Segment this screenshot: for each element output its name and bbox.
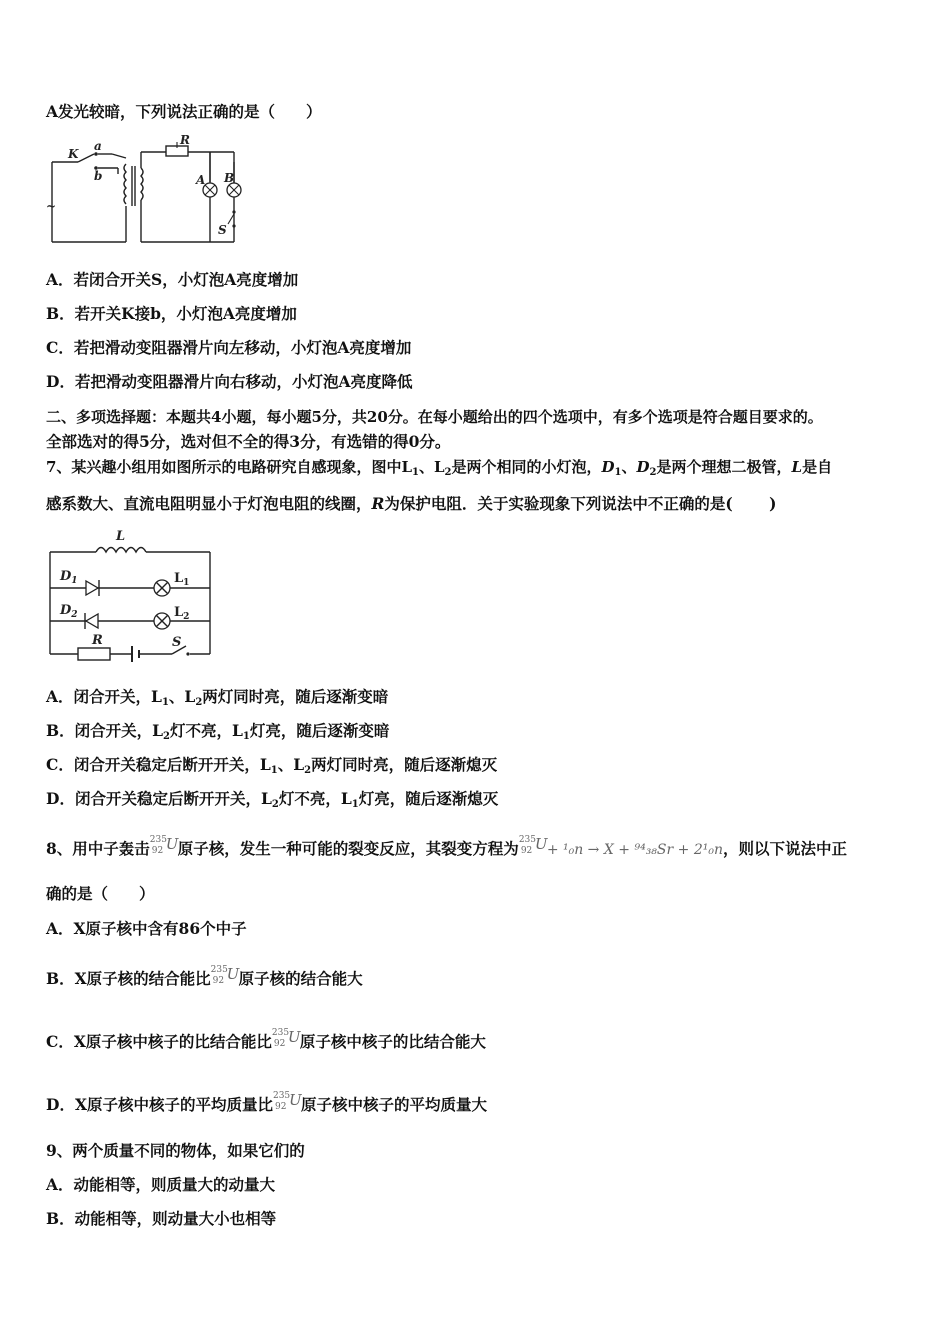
- label-S: S: [172, 635, 182, 650]
- q9-option-a: A．动能相等，则质量大的动量大: [46, 1175, 276, 1194]
- q8-stem-line2: 确的是（ ）: [46, 884, 155, 903]
- q6-option-a: A．若闭合开关S，小灯泡A亮度增加: [46, 270, 299, 289]
- label-D2: $D_2$: [60, 603, 78, 620]
- q8-option-a: A．X原子核中含有86个中子: [46, 919, 247, 938]
- q9-stem: 9、两个质量不同的物体，如果它们的: [46, 1141, 305, 1160]
- label-a: a: [94, 139, 102, 153]
- q9-option-b: B．动能相等，则动量大小也相等: [46, 1209, 277, 1228]
- uranium-isotope: 235 92 U: [518, 835, 548, 856]
- self-inductance-circuit-figure: [44, 528, 216, 664]
- label-b: b: [94, 169, 103, 183]
- label-L2: $L_2$: [174, 605, 190, 622]
- label-ac-source: ~: [46, 199, 57, 213]
- q6-option-b: B．若开关K接b，小灯泡A亮度增加: [46, 304, 297, 323]
- label-L1: $L_1$: [174, 571, 190, 588]
- q7-option-b: B．闭合开关，$L_2$灯不亮，$L_1$灯亮，随后逐渐变暗: [46, 721, 390, 742]
- label-S: S: [218, 223, 227, 237]
- q6-option-d: D．若把滑动变阻器滑片向右移动，小灯泡A亮度降低: [46, 372, 413, 391]
- q7-option-a: A．闭合开关，$L_1$、$L_2$两灯同时亮，随后逐渐变暗: [46, 687, 389, 708]
- label-L: L: [116, 529, 126, 544]
- label-R: R: [92, 633, 103, 648]
- q7-stem-line1: 7、某兴趣小组用如图所示的电路研究自感现象，图中$L_1$、$L_2$是两个相同的小灯泡，$D_1$、$D_2$是两个理想二极管，L是自: [46, 458, 833, 478]
- q8-option-b: B．X原子核的结合能比 235 92 U 原子核的结合能大: [46, 965, 363, 988]
- q6-option-c: C．若把滑动变阻器滑片向左移动，小灯泡A亮度增加: [46, 338, 412, 357]
- label-A: A: [196, 173, 206, 187]
- label-B: B: [224, 171, 235, 185]
- fission-equation: + ¹₀n → X + ⁹⁴₃₈Sr + 2¹₀n: [546, 842, 723, 858]
- label-K: K: [68, 147, 79, 161]
- q7-option-c: C．闭合开关稳定后断开开关，$L_1$、$L_2$两灯同时亮，随后逐渐熄灭: [46, 755, 498, 776]
- q8-stem-line1: 8、用中子轰击 235 92 U 原子核，发生一种可能的裂变反应，其裂变方程为 235 92 U + ¹₀n → X + ⁹⁴₃₈Sr + 2¹₀n，则以下说法中正: [46, 835, 847, 858]
- q7-option-d: D．闭合开关稳定后断开开关，$L_2$灯不亮，$L_1$灯亮，随后逐渐熄灭: [46, 789, 499, 810]
- uranium-isotope: 235 92 U: [271, 1028, 301, 1049]
- q8-option-c: C．X原子核中核子的比结合能比 235 92 U 原子核中核子的比结合能大: [46, 1028, 486, 1051]
- label-D1: $D_1$: [60, 569, 78, 586]
- section2-header-line2: 全部选对的得5分，选对但不全的得3分，有选错的得0分。: [46, 432, 451, 451]
- q6-stem: A发光较暗，下列说法正确的是（ ）: [46, 102, 322, 121]
- transformer-circuit-figure: [46, 134, 246, 250]
- uranium-isotope: 235 92 U: [210, 965, 240, 986]
- section2-header-line1: 二、多项选择题：本题共4小题，每小题5分，共20分。在每小题给出的四个选项中，有多个选项是符合题目要求的。: [46, 408, 823, 426]
- q8-option-d: D．X原子核中核子的平均质量比 235 92 U 原子核中核子的平均质量大: [46, 1091, 487, 1114]
- uranium-isotope: 235 92 U: [272, 1091, 302, 1112]
- uranium-isotope: 235 92 U: [149, 835, 179, 856]
- q7-stem-line2: 感系数大、直流电阻明显小于灯泡电阻的线圈，R为保护电阻．关于实验现象下列说法中不正确的是( ): [46, 494, 777, 513]
- label-R: R: [180, 134, 190, 147]
